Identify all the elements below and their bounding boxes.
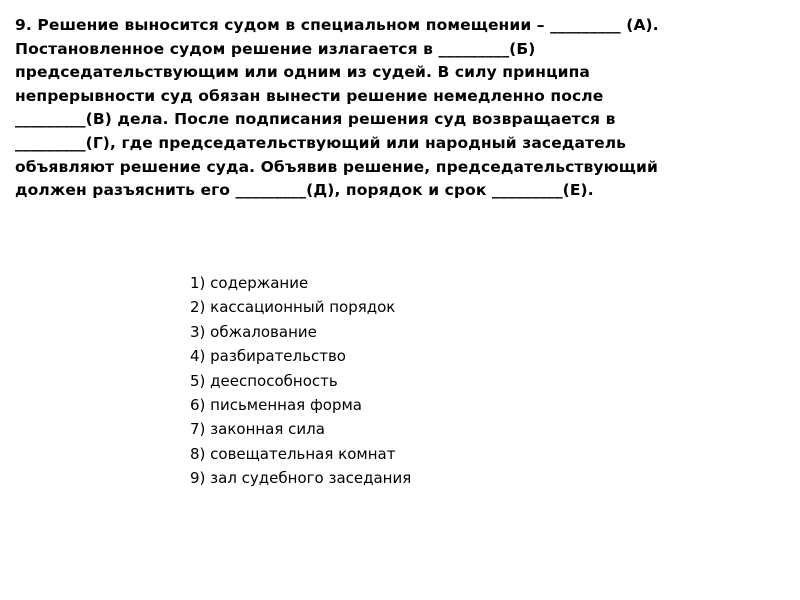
question-line: _________(Г), где председательствующий или народный заседатель (15, 133, 627, 152)
question-line: должен разъяснить его _________(Д), порядок и срок _________(Е). (15, 181, 594, 200)
question-line: _________(В) дела. После подписания решения суд возвращается в (15, 110, 616, 129)
question-line: объявляют решение суда. Объявив решение, председательствующий (15, 157, 658, 176)
answer-option: 9) зал судебного заседания (190, 469, 412, 488)
question-text (15, 14, 785, 203)
question-line: председательствующим или одним из судей. В силу принципа (15, 63, 590, 82)
question-line: 9. Решение выносится судом в специальном помещении – _________ (А). (15, 16, 659, 34)
answer-option: 8) совещательная комнат (190, 444, 396, 463)
question-line: Постановленное судом решение излагается в _________(Б) (15, 39, 536, 58)
answer-option: 1) содержание (190, 274, 309, 292)
answer-options-list (190, 271, 411, 491)
answer-option: 5) дееспособность (190, 371, 338, 390)
answer-option: 7) законная сила (190, 420, 325, 439)
answer-option: 6) письменная форма (190, 396, 362, 415)
answer-option: 3) обжалование (190, 322, 317, 341)
answer-option: 4) разбирательство (190, 347, 346, 366)
answer-option: 2) кассационный порядок (190, 298, 396, 317)
question-line: непрерывности суд обязан вынести решение немедленно после (15, 86, 604, 105)
